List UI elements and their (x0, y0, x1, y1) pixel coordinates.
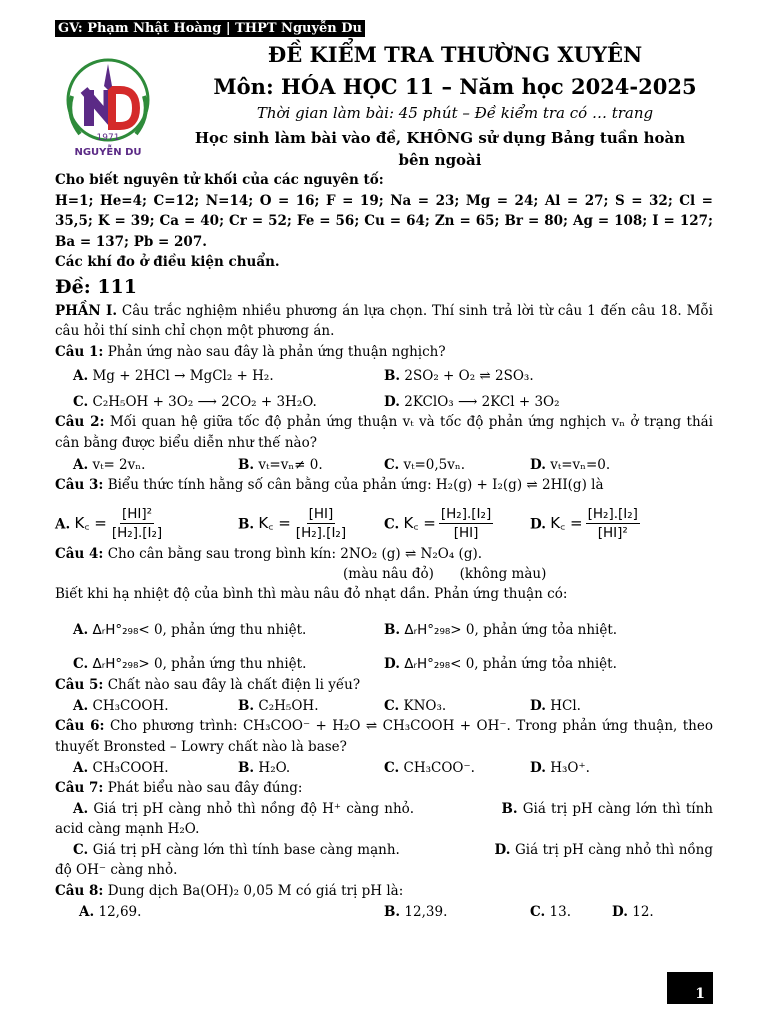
q4-option-b: B. ΔᵣH°₂₉₈> 0, phản ứng tỏa nhiệt. (384, 622, 618, 638)
question-1: Câu 1: Phản ứng nào sau đây là phản ứng thuận nghịch? (55, 343, 446, 360)
q4-option-d: D. ΔᵣH°₂₉₈< 0, phản ứng tỏa nhiệt. (384, 656, 617, 672)
q7-options-cd (55, 840, 713, 881)
logo-year: 1971 (96, 133, 120, 143)
q6-option-a: A. CH₃COOH. (73, 759, 169, 776)
q4-option-a: A. ΔᵣH°₂₉₈< 0, phản ứng thu nhiệt. (73, 622, 307, 638)
q6-option-b: B. H₂O. (238, 759, 291, 776)
atomic-masses: H=1; He=4; C=12; N=14; O = 16; F = 19; Na = 23; Mg = 24; Al = 27; S = 32; Cl = 35,5; K = 39; Ca = 40; Cr = 52; Fe = 56; Cu = 64; Zn = 65; Br = 80; Ag = 108; I = 127; Ba = 137; Pb = 207. (55, 192, 713, 250)
exam-code: Đề: 111 (55, 275, 137, 298)
q8-option-b: B. 12,39. (384, 903, 448, 920)
school-logo (62, 56, 154, 158)
exam-body (55, 170, 713, 922)
q7-option-c: C. Giá trị pH càng lớn thì tính base càng mạnh. (73, 841, 400, 858)
q6-option-d: D. H₃O⁺. (530, 759, 590, 776)
q8-option-c: C. 13. (530, 903, 571, 920)
question-4: Câu 4: Cho cân bằng sau trong bình kín: 2NO₂ (g) ⇌ N₂O₄ (g). (55, 545, 483, 562)
q3-option-c: C. K꜀ = $\frac{\text{[H₂].[I₂]}}{[HI]}$ (384, 505, 492, 541)
q2-option-c: C. vₜ=0,5vₙ. (384, 456, 466, 473)
question-5: Câu 5: Chất nào sau đây là chất điện li yếu? (55, 676, 361, 693)
info-intro: Cho biết nguyên tử khối của các nguyên tố: (55, 172, 384, 188)
q7-option-a: A. Giá trị pH càng nhỏ thì nồng độ H⁺ càng nhỏ. (73, 800, 415, 817)
q3-option-a: A. K꜀ = $\frac{\text{[HI]²}}{\text{[H₂].[I₂]}}$ (55, 505, 163, 541)
q1-option-a: A. Mg + 2HCl → MgCl₂ + H₂. (73, 367, 274, 384)
q5-option-a: A. CH₃COOH. (73, 697, 169, 714)
page-number: 1 (667, 972, 713, 1004)
question-8: Câu 8: Dung dịch Ba(OH)₂ 0,05 M có giá trị pH là: (55, 882, 404, 899)
exam-time: Thời gian làm bài: 45 phút – Đề kiểm tra có … trang (256, 104, 654, 122)
exam-subject: Môn: HÓA HỌC 11 – Năm học 2024-2025 (213, 74, 697, 99)
q2-option-d: D. vₜ=vₙ=0. (530, 456, 611, 473)
question-4-detail: Biết khi hạ nhiệt độ của bình thì màu nâu đỏ nhạt dần. Phản ứng thuận có: (55, 586, 568, 602)
exam-title: ĐỀ KIỂM TRA THƯỜNG XUYÊN (267, 42, 643, 67)
q3-option-d: D. K꜀ = $\frac{\text{[H₂].[I₂]}}{\text{[HI]²}}$ (530, 505, 638, 541)
q2-option-a: A. vₜ= 2vₙ. (73, 456, 146, 473)
q7-options-ab (55, 799, 713, 840)
q1-option-c: C. C₂H₅OH + 3O₂ ⟶ 2CO₂ + 3H₂O. (73, 393, 317, 410)
question-3: Câu 3: Biểu thức tính hằng số cân bằng của phản ứng: H₂(g) + I₂(g) ⇌ 2HI(g) là (55, 477, 604, 493)
q5-option-b: B. C₂H₅OH. (238, 697, 319, 714)
q7-option-d: D. Giá trị pH càng nhỏ thì nồng độ OH⁻ càng nhỏ. (55, 841, 713, 878)
q8-option-a: A. 12,69. (79, 903, 142, 920)
logo-name: NGUYỄN DU (74, 147, 142, 158)
q5-option-d: D. HCl. (530, 697, 581, 714)
question-6: Câu 6: Cho phương trình: CH₃COO⁻ + H₂O ⇌ CH₃COOH + OH⁻. Trong phản ứng thuận, theo thuyết Bronsted – Lowry chất nào là base? (55, 718, 713, 755)
q1-option-d: D. 2KClO₃ ⟶ 2KCl + 3O₂ (384, 393, 560, 410)
q8-option-d: D. 12. (612, 903, 654, 920)
exam-note: Học sinh làm bài vào đề, KHÔNG sử dụng Bảng tuần hoàn bên ngoài (194, 129, 686, 169)
q2-option-b: B. vₜ=vₙ≠ 0. (238, 456, 323, 473)
gas-conditions: Các khí đo ở điều kiện chuẩn. (55, 254, 280, 270)
q1-option-b: B. 2SO₂ + O₂ ⇌ 2SO₃. (384, 367, 534, 384)
q4-option-c: C. ΔᵣH°₂₉₈> 0, phản ứng thu nhiệt. (73, 656, 307, 672)
q3-option-b: B. K꜀ = $\frac{[HI]}{\text{[H₂].[I₂]}}$ (238, 505, 347, 541)
teacher-label: GV: Phạm Nhật Hoàng | THPT Nguyễn Du (55, 20, 365, 37)
part1-instructions: PHẦN I. Câu trắc nghiệm nhiều phương án lựa chọn. Thí sinh trả lời từ câu 1 đến câu 18. Mỗi câu hỏi thí sinh chỉ chọn một phương án. (55, 302, 713, 339)
q5-option-c: C. KNO₃. (384, 697, 447, 714)
question-2: Câu 2: Mối quan hệ giữa tốc độ phản ứng thuận vₜ và tốc độ phản ứng nghịch vₙ ở trạng thái cân bằng được biểu diễn như thế nào? (55, 414, 714, 451)
q6-option-c: C. CH₃COO⁻. (384, 759, 475, 776)
question-7: Câu 7: Phát biểu nào sau đây đúng: (55, 780, 303, 796)
q4-color-notes: (màu nâu đỏ) (không màu) (343, 566, 547, 582)
q7-option-b: B. Giá trị pH càng lớn thì tính acid càng mạnh H₂O. (55, 800, 713, 837)
